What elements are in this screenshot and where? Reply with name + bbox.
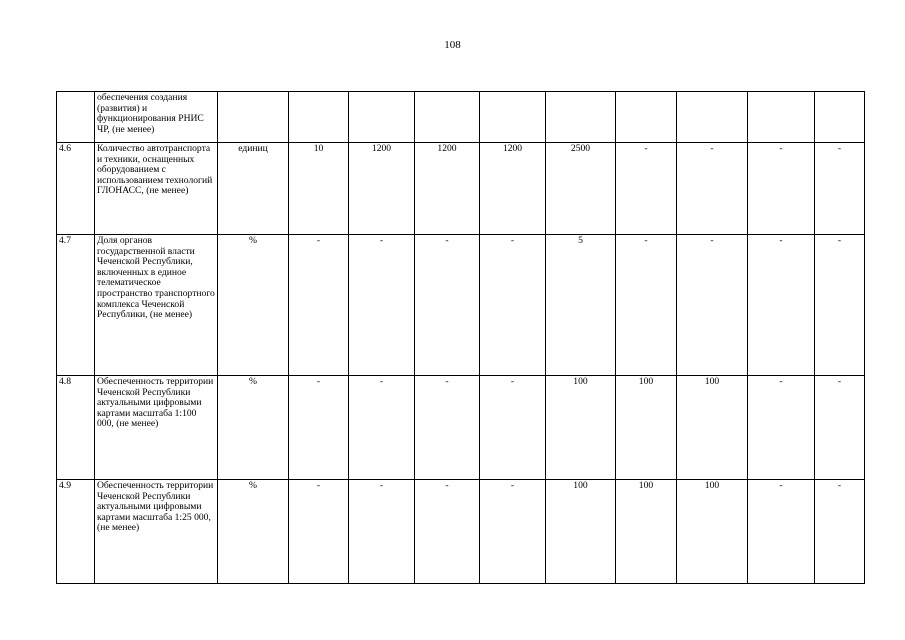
- unit-cell: %: [218, 235, 289, 376]
- table-row: [57, 480, 865, 584]
- value-cell: 5: [546, 235, 616, 376]
- row-number: 4.8: [57, 376, 95, 480]
- value-cell: -: [480, 480, 546, 584]
- table-row: [57, 235, 865, 376]
- value-cell: [415, 92, 480, 143]
- row-number: [57, 92, 95, 143]
- value-cell: [289, 92, 349, 143]
- value-cell: 1200: [480, 143, 546, 235]
- value-cell: -: [415, 376, 480, 480]
- page-number: 108: [444, 39, 461, 51]
- value-cell: 100: [546, 480, 616, 584]
- value-cell: 1200: [415, 143, 480, 235]
- unit-cell: единиц: [218, 143, 289, 235]
- value-cell: 100: [616, 480, 677, 584]
- row-number: 4.9: [57, 480, 95, 584]
- value-cell: -: [748, 480, 815, 584]
- value-cell: [546, 92, 616, 143]
- value-cell: -: [480, 376, 546, 480]
- indicators-table: [56, 91, 865, 584]
- value-cell: -: [748, 376, 815, 480]
- value-cell: -: [616, 143, 677, 235]
- unit-cell: %: [218, 376, 289, 480]
- value-cell: -: [480, 235, 546, 376]
- value-cell: 100: [677, 376, 748, 480]
- value-cell: -: [815, 143, 865, 235]
- value-cell: -: [815, 480, 865, 584]
- value-cell: [748, 92, 815, 143]
- row-number: 4.7: [57, 235, 95, 376]
- value-cell: -: [415, 235, 480, 376]
- value-cell: [349, 92, 415, 143]
- value-cell: -: [415, 480, 480, 584]
- value-cell: 2500: [546, 143, 616, 235]
- value-cell: -: [748, 143, 815, 235]
- value-cell: -: [349, 480, 415, 584]
- value-cell: -: [289, 235, 349, 376]
- value-cell: -: [616, 235, 677, 376]
- table-row: [57, 143, 865, 235]
- row-number: 4.6: [57, 143, 95, 235]
- value-cell: [480, 92, 546, 143]
- value-cell: 100: [616, 376, 677, 480]
- indicator-name: обеспечения создания (развития) и функционирования РНИС ЧР, (не менее): [95, 92, 218, 143]
- table-body: [57, 92, 865, 584]
- value-cell: 10: [289, 143, 349, 235]
- indicator-name: Доля органов государственной власти Чеченской Республики, включенных в единое телематическое пространство транспортного комплекса Чеченской Республики, (не менее): [95, 235, 218, 376]
- table-row: [57, 92, 865, 143]
- table-row: [57, 376, 865, 480]
- value-cell: -: [289, 376, 349, 480]
- value-cell: 1200: [349, 143, 415, 235]
- indicator-name: Обеспеченность территории Чеченской Республики актуальными цифровыми картами масштаба 1:25 000, (не менее): [95, 480, 218, 584]
- value-cell: [815, 92, 865, 143]
- value-cell: [616, 92, 677, 143]
- value-cell: -: [349, 235, 415, 376]
- value-cell: 100: [546, 376, 616, 480]
- unit-cell: %: [218, 480, 289, 584]
- value-cell: -: [815, 376, 865, 480]
- value-cell: -: [677, 143, 748, 235]
- value-cell: 100: [677, 480, 748, 584]
- indicator-name: Обеспеченность территории Чеченской Республики актуальными цифровыми картами масштаба 1:100 000, (не менее): [95, 376, 218, 480]
- unit-cell: [218, 92, 289, 143]
- value-cell: -: [815, 235, 865, 376]
- value-cell: -: [677, 235, 748, 376]
- indicator-name: Количество автотранспорта и техники, оснащенных оборудованием с использованием технологий ГЛОНАСС, (не менее): [95, 143, 218, 235]
- value-cell: -: [289, 480, 349, 584]
- value-cell: -: [349, 376, 415, 480]
- value-cell: [677, 92, 748, 143]
- value-cell: -: [748, 235, 815, 376]
